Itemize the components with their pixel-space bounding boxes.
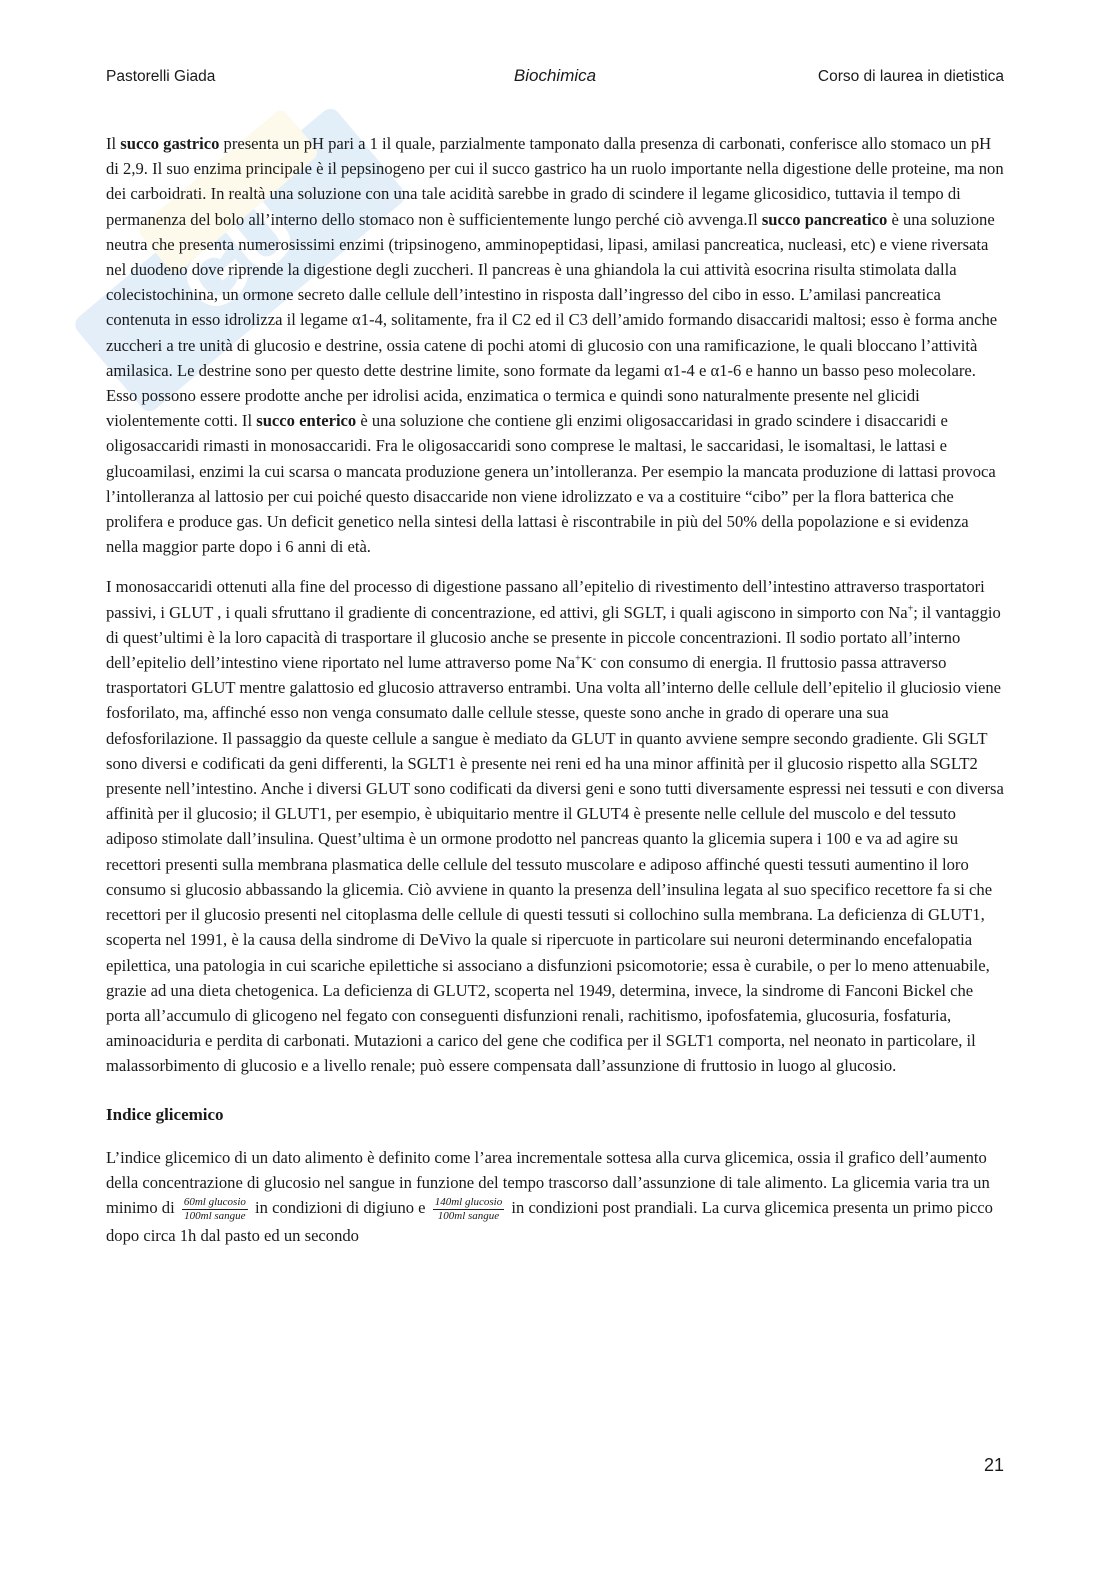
text-run: è una soluzione che contiene gli enzimi oligosaccaridasi in grado scindere i disaccaridi e oligosaccaridi rimasti in monosaccaridi. Fra le oligosaccaridi sono comprese le maltasi, le saccaridasi, le isomaltasi, le lattasi e glucoamilasi, enzimi la cui scarsa o mancata produzione genera un’intolleranza. Per esempio la mancata produzione di lattasi provoca l’intolleranza al lattosio per cui poiché questo disaccaride non viene idrolizzato e va a costituire “cibo” per la flora batterica che prolifera e produce gas. Un deficit genetico nella sintesi della lattasi è riscontrabile in più del 50% della popolazione e si evidenza nella maggior parte dopo i 6 anni di età. [106, 411, 996, 557]
document-body [106, 131, 1004, 1263]
text-run: ; il vantaggio di quest’ultimi è la loro capacità di trasportare il glucosio anche se presente in piccole concentrazioni. Il sodio portato all’interno dell’epitelio dell’intestino viene riportato nel lume attraverso pome Na [106, 602, 1001, 673]
page-header [106, 68, 1004, 94]
paragraph-glycemic-index [106, 1145, 1004, 1248]
superscript: - [592, 653, 597, 665]
header-author: Pastorelli Giada [106, 68, 216, 85]
fraction-max-glycemia [433, 1196, 505, 1223]
svg-text:GU: GU [163, 185, 313, 331]
fraction-numerator: 140ml glucosio [434, 1195, 503, 1208]
superscript: + [907, 603, 914, 615]
text-run: presenta un pH pari a 1 il quale, parzialmente tamponato dalla presenza di carbonati, conferisce allo stomaco un pH di 2,9. Il suo enzima principale è il pepsinogeno per cui il succo gastrico ha un ruolo importante nella digestione delle proteine, ma non dei carboidrati. In realtà una soluzione con una tale acidità sarebbe in grado di scindere il legame glicosidico, tuttavia il tempo di permanenza del bolo all’interno dello stomaco non è sufficientemente lungo perché ciò avvenga.Il [106, 134, 1004, 229]
text-run: L’indice glicemico di un dato alimento è definito come l’area incrementale sottesa alla curva glicemica, ossia il grafico dell’aumento della concentrazione di glucosio nel sangue in funzione del tempo trascorso dall’assunzione di tale alimento. La glicemia varia tra un minimo di [106, 1147, 990, 1218]
text-run: con consumo di energia. Il fruttosio passa attraverso trasportatori GLUT mentre galattosio ed glucosio attraverso entrambi. Una volta all’interno delle cellule dell’epitelio il gluciosio viene fosforilato, ma, affinché esso non venga consumato dalle cellule stesse, queste sono anche in grado di operare una sua defosforilazione. Il passaggio da queste cellule a sangue è mediato da GLUT in quanto avviene sempre secondo gradiente. Gli SGLT sono diversi e codificati da geni differenti, la SGLT1 è presente nei reni ed ha una minor affinità per il glucosio rispetto alla SGLT2 presente nell’intestino. Anche i diversi GLUT sono codificati da diversi geni e sono tutti diversamente espressi nei tessuti e con diversa affinità per il glucosio; il GLUT1, per esempio, è ubiquitario mentre il GLUT4 è presente nelle cellule del muscolo e del tessuto adiposo stimolate dall’insulina. Quest’ultima è un ormone prodotto nel pancreas quanto la glicemia supera i 100 e va ad agire su recettori presenti sulla membrana plasmatica delle cellule del tessuto muscolare e adiposo affinché questi tessuti aumentino il loro consumo si glucosio abbassando la glicemia. Ciò avviene in quanto la presenza dell’insulina legata al suo specifico recettore fa si che recettori per il glucosio presenti nel citoplasma delle cellule di questi tessuti si collochino sulla membrana. La deficienza di GLUT1, scoperta nel 1991, è la causa della sindrome di DeVivo la quale si ripercuote in particolare sui neuroni determinando encefalopatia epilettica, una patologia in cui scariche epilettiche si associano a disfunzioni psicomotorie; essa è curabile, o per lo meno attenuabile, grazie ad una dieta chetogenica. La deficienza di GLUT2, scoperta nel 1949, determina, invece, la sindrome di Fanconi Bickel che porta all’accumulo di glicogeno nel fegato con conseguenti disfunzioni renali, rachitismo, ipofosfatemia, glucosuria, fosfaturia, aminoaciduria e perdita di carbonati. Mutazioni a carico del gene che codifica per il SGLT1 comporta, nel neonato in particolare, il malassorbimento di glucosio e a livello renale; può essere compensata dall’assunzione di fruttosio in luogo al glucosio. [106, 653, 1004, 1076]
keyword-succo-enterico: succo enterico [256, 411, 357, 431]
page-number: 21 [983, 1455, 1004, 1475]
text-run: I monosaccaridi ottenuti alla fine del processo di digestione passano all’epitelio di rivestimento dell’intestino attraverso trasportatori passivi, i GLUT , i quali sfruttano il gradiente di concentrazione, ed attivi, gli SGLT, i quali agiscono in simporto con Na [106, 577, 985, 622]
text-run: è una soluzione neutra che presenta numerosissimi enzimi (tripsinogeno, amminopeptidasi, lipasi, amilasi pancreatica, nucleasi, etc) e viene riversata nel duodeno dove riprende la digestione degli zuccheri. Il pancreas è una ghiandola la cui attività esocrina risulta stimolata dalla colecistochinina, un ormone secreto dalle cellule dell’intestino in risposta dall’ingresso del cibo in esso. L’amilasi pancreatica contenuta in esso idrolizza il legame α1-4, solitamente, fra il C2 ed il C3 dell’amido formando disaccaridi maltosi; esso è forma anche zuccheri a tre unità di glucosio e destrine, ossia catene di pochi atomi di glucosio con una ramificazione, le quali bloccano l’attività amilasica. Le destrine sono per questo dette destrine limite, sono formate da legami α1-4 e α1-6 e hanno un basso peso molecolare. Esso possono essere prodotte anche per idrolisi acida, enzimatica o termica e quindi sono naturalmente presente nel glicidi violentemente cotti. Il [106, 209, 998, 431]
keyword-succo-pancreatico: succo pancreatico [761, 209, 888, 229]
header-course: Corso di laurea in dietistica [817, 68, 1004, 85]
superscript: + [575, 653, 581, 665]
header-subject: Biochimica [513, 66, 597, 85]
text-run: in condizioni post prandiali. La curva glicemica presenta un primo picco dopo circa 1h dal pasto ed un secondo [106, 1198, 993, 1245]
fraction-min-glycemia [182, 1196, 248, 1223]
section-heading: Indice glicemico [106, 1104, 224, 1124]
text-run: in condizioni di digiuno e [250, 1198, 430, 1218]
keyword-succo-gastrico: succo gastrico [120, 134, 220, 153]
fraction-denominator: 100ml sangue [184, 1209, 246, 1222]
paragraph-monosaccharides [106, 574, 1004, 1078]
text-run: K [580, 653, 593, 673]
fraction-numerator: 60ml glucosio [183, 1195, 246, 1208]
fraction-denominator: 100ml sangue [437, 1209, 500, 1222]
text-run: Il [106, 134, 121, 153]
paragraph-digestive-juices [106, 131, 1004, 559]
